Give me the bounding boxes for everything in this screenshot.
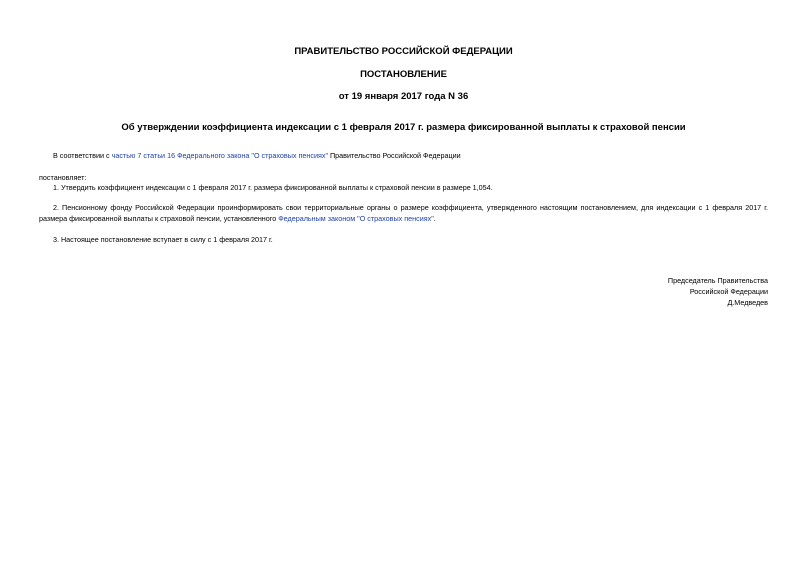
document-type-heading: ПОСТАНОВЛЕНИЕ bbox=[360, 69, 447, 80]
law-article-link[interactable]: частью 7 статьи 16 Федерального закона "О страховых пенсиях" bbox=[111, 151, 329, 160]
signatory-position-line-2: Российской Федерации bbox=[689, 287, 768, 296]
item-2-line-1: 2. Пенсионному фонду Российской Федерации проинформировать свои территориальные органы о размере коэффициента, утвержденного настоящим постановлением, для индексации с 1 февраля 2017 г. bbox=[53, 203, 768, 212]
intro-paragraph bbox=[53, 150, 461, 161]
signatory-position-line-1: Председатель Правительства bbox=[667, 276, 768, 285]
item-2-text-before: размера фиксированной выплаты к страховой пенсии, установленного bbox=[39, 214, 279, 223]
signature-block bbox=[668, 275, 768, 308]
document-date-number: от 19 января 2017 года N 36 bbox=[338, 91, 469, 102]
intro-text-after: Правительство Российской Федерации bbox=[328, 151, 461, 160]
document-title: Об утверждении коэффициента индексации с 1 февраля 2017 г. размера фиксированной выплаты к страховой пенсии bbox=[121, 122, 686, 133]
item-1-paragraph: 1. Утвердить коэффициент индексации с 1 февраля 2017 г. размера фиксированной выплаты к страховой пенсии в размере 1,054. bbox=[53, 183, 493, 192]
signatory-name: Д.Медведев bbox=[727, 298, 768, 307]
decrees-word: постановляет: bbox=[39, 173, 87, 182]
item-2-text-after: . bbox=[433, 214, 436, 223]
federal-law-link[interactable]: Федеральным законом "О страховых пенсиях" bbox=[278, 214, 434, 223]
intro-text-before: В соответствии с bbox=[53, 151, 112, 160]
item-2-line-2 bbox=[39, 213, 436, 224]
item-3-paragraph: 3. Настоящее постановление вступает в силу с 1 февраля 2017 г. bbox=[53, 235, 273, 244]
government-heading: ПРАВИТЕЛЬСТВО РОССИЙСКОЙ ФЕДЕРАЦИИ bbox=[294, 46, 513, 57]
